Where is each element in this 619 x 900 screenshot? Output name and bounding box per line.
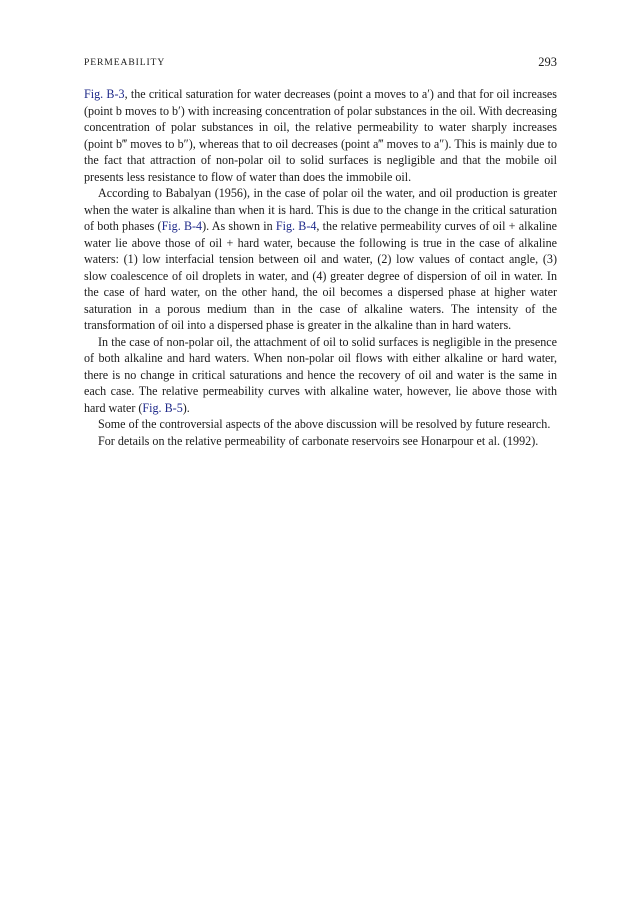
figure-reference-link[interactable]: Fig. B-4 <box>161 219 203 233</box>
figure-reference-link[interactable]: Fig. B-3 <box>84 87 125 101</box>
paragraph-text: For details on the relative permeability of carbonate reservoirs see Honarpour et al. (1992). <box>98 433 539 448</box>
paragraph-text: According to Babalyan (1956), in the case of polar oil the water, and oil production is greater when the water is alkaline than when it is hard. This is due to the change in the critical saturation of both phases ( <box>84 186 557 233</box>
paragraph-2 <box>84 185 557 334</box>
paragraph-text: ). As shown in <box>202 219 276 233</box>
paragraph-1 <box>84 86 557 185</box>
body-text <box>84 86 557 449</box>
figure-reference-link[interactable]: Fig. B-5 <box>142 400 183 415</box>
page-header <box>84 55 557 71</box>
paragraph-4 <box>84 416 557 433</box>
paragraph-3 <box>84 334 557 417</box>
paragraph-text: In the case of non-polar oil, the attachment of oil to solid surfaces is negligible in the presence of both alkaline and hard waters. When non-polar oil flows with either alkaline or hard water, there is no change in critical saturations and hence the recovery of oil and water is the same in each case. The relative permeability curves with alkaline water, however, lie above those with hard water ( <box>84 334 557 415</box>
page-number: 293 <box>538 55 557 69</box>
paragraph-text: Some of the controversial aspects of the above discussion will be resolved by future research. <box>98 417 551 431</box>
paragraph-text: ). <box>182 400 190 415</box>
paragraph-text: , the relative permeability curves of oil + alkaline water lie above those of oil + hard water, because the following is true in the case of alkaline waters: (1) low interfacial tension between oil and water, (2) low values of contact angle, (3) slow coalescence of oil droplets in water, and (4) greater degree of dispersion of oil in water. In the case of hard water, on the other hand, the oil becomes a dispersed phase at higher water saturation in a porous medium than in the case of alkaline waters. The intensity of the transformation of oil into a dispersed phase is greater in the alkaline than in hard waters. <box>84 219 557 332</box>
running-head: PERMEABILITY <box>84 57 166 68</box>
paragraph-5 <box>84 433 557 450</box>
figure-reference-link[interactable]: Fig. B-4 <box>275 219 317 233</box>
paragraph-text: , the critical saturation for water decreases (point a moves to a′) and that for oil increases (point b moves to b′) with increasing concentration of polar substances in the oil. With decreasing concentration of polar substances in oil, the relative permeability to water sharply increases (point b‴ moves to b″), whereas that to oil decreases (point a‴ moves to a″). This is mainly due to the fact that attraction of non-polar oil to solid surfaces is negligible and that the mobile oil presents less resistance to flow of water than does the immobile oil. <box>84 87 558 184</box>
